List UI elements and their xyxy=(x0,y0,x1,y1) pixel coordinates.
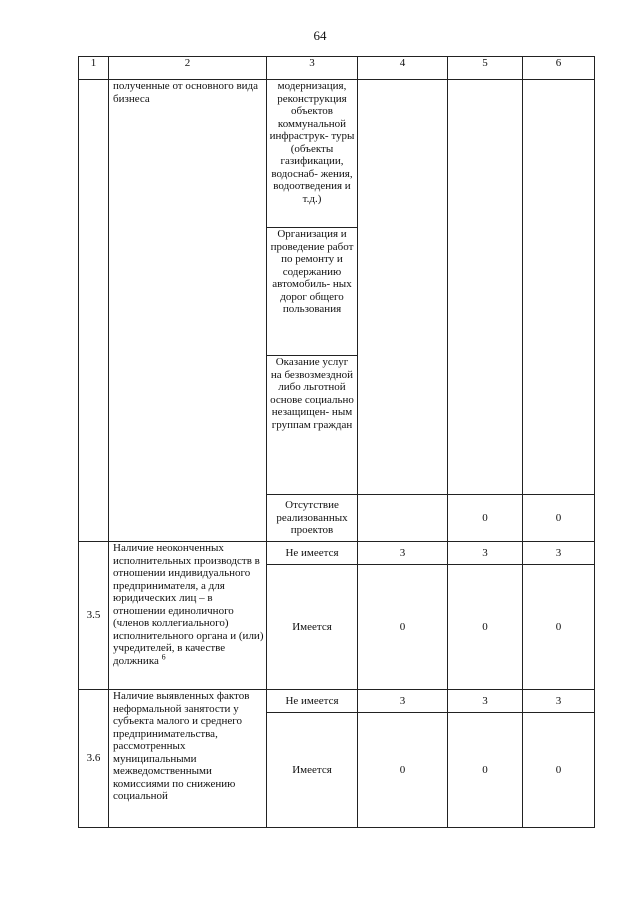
page-number: 64 xyxy=(313,28,327,43)
row-number-cell xyxy=(79,80,109,542)
row-number-cell: 3.6 xyxy=(79,690,109,828)
criterion-cell: полученные от основного вида бизнеса xyxy=(109,80,267,542)
criteria-table xyxy=(78,56,595,828)
value-cell: 0 xyxy=(523,565,595,690)
value-cell: 3 xyxy=(523,690,595,713)
header-cell: 4 xyxy=(358,57,448,80)
value-cell: 0 xyxy=(448,495,523,542)
footnote-mark: 6 xyxy=(161,651,166,661)
value-cell xyxy=(358,495,448,542)
table-row xyxy=(79,690,595,713)
value-cell xyxy=(448,80,523,495)
value-cell: 0 xyxy=(358,565,448,690)
table-header-row xyxy=(79,57,595,80)
option-cell: Имеется xyxy=(267,565,358,690)
header-cell: 3 xyxy=(267,57,358,80)
value-cell: 3 xyxy=(358,542,448,565)
option-cell: Организация и проведение работ по ремонту и содержанию автомобиль- ных дорог общего пользования xyxy=(267,228,358,356)
option-cell: Не имеется xyxy=(267,690,358,713)
value-cell: 0 xyxy=(523,495,595,542)
option-cell: Имеется xyxy=(267,713,358,828)
header-cell: 5 xyxy=(448,57,523,80)
table-row xyxy=(79,542,595,565)
header-cell: 2 xyxy=(109,57,267,80)
value-cell: 0 xyxy=(448,713,523,828)
option-cell: Оказание услуг на безвозмездной либо льготной основе социально незащищен- ным группам граждан xyxy=(267,356,358,495)
value-cell xyxy=(523,80,595,495)
value-cell: 3 xyxy=(358,690,448,713)
value-cell: 0 xyxy=(523,713,595,828)
criterion-text: Наличие неоконченных исполнительных производств в отношении индивидуального предпринимателя, а для юридических лиц – в отношении единоличного (членов коллегиального) исполнительного органа и (или) учредителей, в качестве должника xyxy=(113,542,264,667)
value-cell: 3 xyxy=(448,542,523,565)
value-cell: 3 xyxy=(523,542,595,565)
table-row xyxy=(79,80,595,228)
header-cell: 1 xyxy=(79,57,109,80)
value-cell: 0 xyxy=(358,713,448,828)
value-cell: 0 xyxy=(448,565,523,690)
criterion-cell xyxy=(109,542,267,690)
header-cell: 6 xyxy=(523,57,595,80)
criterion-cell: Наличие выявленных фактов неформальной занятости у субъекта малого и среднего предпринимательства, рассмотренных муниципальными межведомственными комиссиями по снижению социальной xyxy=(109,690,267,828)
option-cell: Отсутствие реализованных проектов xyxy=(267,495,358,542)
value-cell: 3 xyxy=(448,690,523,713)
value-cell xyxy=(358,80,448,495)
option-cell: модернизация, реконструкция объектов коммунальной инфраструк- туры (объекты газификации, водоснаб- жения, водоотведения и т.д.) xyxy=(267,80,358,228)
option-cell: Не имеется xyxy=(267,542,358,565)
row-number-cell: 3.5 xyxy=(79,542,109,690)
